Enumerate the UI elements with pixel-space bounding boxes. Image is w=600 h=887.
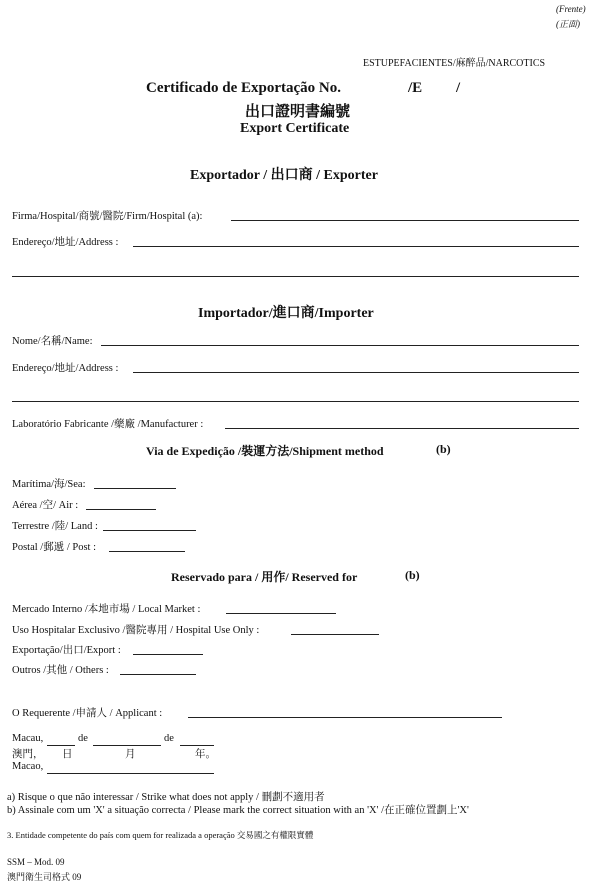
certificate-title-en: Export Certificate <box>240 121 350 136</box>
form-code-pt: SSM – Mod. 09 <box>7 857 65 867</box>
reserved-export-field[interactable] <box>133 654 203 655</box>
importer-heading: Importador/進口商/Importer <box>198 306 374 321</box>
importer-address-field[interactable] <box>133 372 579 373</box>
date-month-zh: 月 <box>125 749 136 760</box>
reserved-export-label: Exportação/出口/Export : <box>12 645 121 656</box>
exporter-address-field[interactable] <box>133 246 579 247</box>
reserved-heading: Reservado para / 用作/ Reserved for <box>171 570 358 584</box>
reserved-hospital-field[interactable] <box>291 634 379 635</box>
certificate-suffix-slash: / <box>456 80 461 96</box>
date-day-zh: 日 <box>62 749 73 760</box>
shipment-note: (b) <box>436 442 451 456</box>
exporter-firm-label: Firma/Hospital/商號/醫院/Firm/Hospital (a): <box>12 211 203 222</box>
note-a: a) Risque o que não interessar / Strike what does not apply / 刪劃不適用者 <box>7 792 325 803</box>
note-3: 3. Entidade competente do país com quem for realizada a operação 交易國之有權限實體 <box>7 830 314 840</box>
manufacturer-field[interactable] <box>225 428 579 429</box>
shipment-land-label: Terrestre /陸/ Land : <box>12 521 98 532</box>
certificate-suffix-e: /E <box>408 80 423 96</box>
date-city-zh: 澳門， <box>12 749 44 760</box>
exporter-heading: Exportador / 出口商 / Exporter <box>190 168 378 183</box>
date-de-2: de <box>164 733 174 744</box>
exporter-firm-field[interactable] <box>231 220 579 221</box>
shipment-land-field[interactable] <box>103 530 196 531</box>
importer-name-field[interactable] <box>101 345 579 346</box>
importer-address-field-2[interactable] <box>12 401 579 402</box>
certificate-title-zh: 出口證明書編號 <box>245 104 351 120</box>
shipment-sea-field[interactable] <box>94 488 176 489</box>
date-city-pt-2: Macao, <box>12 761 44 772</box>
manufacturer-label: Laboratório Fabricante /藥廠 /Manufacturer : <box>12 419 204 430</box>
importer-name-label: Nome/名稱/Name: <box>12 336 93 347</box>
exporter-address-field-2[interactable] <box>12 276 579 277</box>
reserved-note: (b) <box>405 568 420 582</box>
shipment-post-label: Postal /郵遞 / Post : <box>12 542 97 553</box>
category-label: ESTUPEFACIENTES/麻醉品/NARCOTICS <box>363 58 546 69</box>
exporter-address-label: Endereço/地址/Address : <box>12 237 119 248</box>
shipment-air-field[interactable] <box>86 509 156 510</box>
signature-field[interactable] <box>47 773 214 774</box>
shipment-heading: Via de Expedição /裝運方法/Shipment method <box>146 444 384 458</box>
date-year-zh: 年。 <box>195 749 216 760</box>
date-de-1: de <box>78 733 88 744</box>
reserved-others-field[interactable] <box>120 674 196 675</box>
shipment-post-field[interactable] <box>109 551 185 552</box>
reserved-local-label: Mercado Interno /本地市場 / Local Market : <box>12 604 201 615</box>
applicant-field[interactable] <box>188 717 502 718</box>
reserved-others-label: Outros /其他 / Others : <box>12 665 109 676</box>
shipment-sea-label: Marítima/海/Sea: <box>12 479 86 490</box>
side-label-zh: (正面) <box>556 19 580 29</box>
certificate-title-pt: Certificado de Exportação No. <box>146 80 341 96</box>
reserved-local-field[interactable] <box>226 613 336 614</box>
shipment-air-label: Aérea /空/ Air : <box>12 500 79 511</box>
reserved-hospital-label: Uso Hospitalar Exclusivo /醫院專用 / Hospital Use Only : <box>12 625 260 636</box>
note-b: b) Assinale com um 'X' a situação correcta / Please mark the correct situation with an 'X' /在正確位置劃上'X' <box>7 805 469 816</box>
importer-address-label: Endereço/地址/Address : <box>12 363 119 374</box>
applicant-label: O Requerente /申請人 / Applicant : <box>12 708 163 719</box>
form-code-zh: 澳門衛生司格式 09 <box>7 872 82 882</box>
side-label-pt: (Frente) <box>556 4 586 14</box>
date-city-pt: Macau, <box>12 733 44 744</box>
